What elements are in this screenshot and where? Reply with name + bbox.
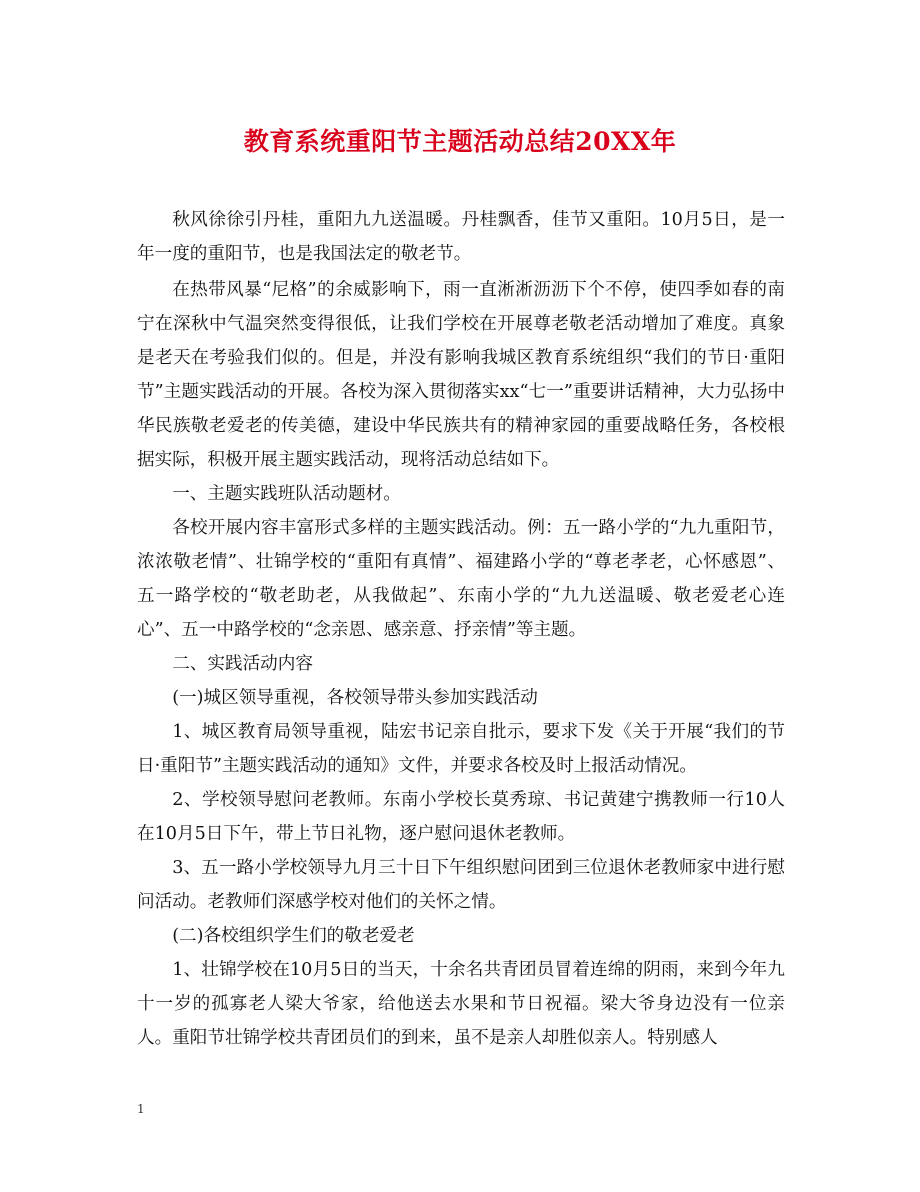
subsection-heading-2: (二)各校组织学生们的敬老爱老 bbox=[172, 926, 415, 946]
document-title: 教育系统重阳节主题活动总结20XX年 bbox=[243, 127, 677, 156]
paragraph-themes: 各校开展内容丰富形式多样的主题实践活动。例：五一路小学的“九九重阳节，浓浓敬老情”、壮锦学校的“重阳有真情”、福建路小学的“尊老孝老，心怀感恩”、 五一路学校的“敬老助老，从我做起”、东南小学的“九九送温暖、敬老爱老心连心”、五一中路学校的“念亲恩、感亲意、抒亲情”等主题。 bbox=[137, 518, 785, 640]
section-heading-2: 二、实践活动内容 bbox=[172, 654, 313, 674]
subsection-heading-1: (一)城区领导重视，各校领导带头参加实践活动 bbox=[172, 688, 538, 708]
paragraph-intro: 秋风徐徐引丹桂，重阳九九送温暖。丹桂飘香，佳节又重阳。10月5日，是一年一度的重阳节，也是我国法定的敬老节。 bbox=[137, 210, 785, 264]
list-item-4: 1、壮锦学校在10月5日的当天，十余名共青团员冒着连绵的阴雨，来到今年九十一岁的孤寡老人梁大爷家，给他送去水果和节日祝福。梁大爷身边没有一位亲人。重阳节壮锦学校共青团员们的到来，虽不是亲人却胜似亲人。特别感人 bbox=[137, 960, 785, 1048]
list-item-1: 1、城区教育局领导重视，陆宏书记亲自批示，要求下发《关于开展“我们的节日·重阳节”主题实践活动的通知》文件，并要求各校及时上报活动情况。 bbox=[137, 722, 785, 776]
list-item-3: 3、五一路小学校领导九月三十日下午组织慰问团到三位退休老教师家中进行慰问活动。老教师们深感学校对他们的关怀之情。 bbox=[137, 858, 785, 912]
list-item-2: 2、学校领导慰问老教师。东南小学校长莫秀琼、书记黄建宁携教师一行10人在10月5日下午，带上节日礼物，逐户慰问退休老教师。 bbox=[137, 790, 785, 844]
page-number: 1 bbox=[137, 1102, 145, 1116]
section-heading-1: 一、主题实践班队活动题材。 bbox=[172, 484, 401, 504]
document-body bbox=[137, 203, 785, 1055]
paragraph-background: 在热带风暴“尼格”的余威影响下，雨一直淅淅沥沥下个不停，使四季如春的南宁在深秋中气温突然变得很低，让我们学校在开展尊老敬老活动增加了难度。真象是老天在考验我们似的。但是，并没有影响我城区教育系统组织“我们的节日·重阳节”主题实践活动的开展。各校为深入贯彻落实xx“七一”重要讲话精神，大力弘扬中华民族敬老爱老的传美德，建设中华民族共有的精神家园的重要战略任务，各校根据实际，积极开展主题实践活动，现将活动总结如下。 bbox=[137, 280, 785, 470]
